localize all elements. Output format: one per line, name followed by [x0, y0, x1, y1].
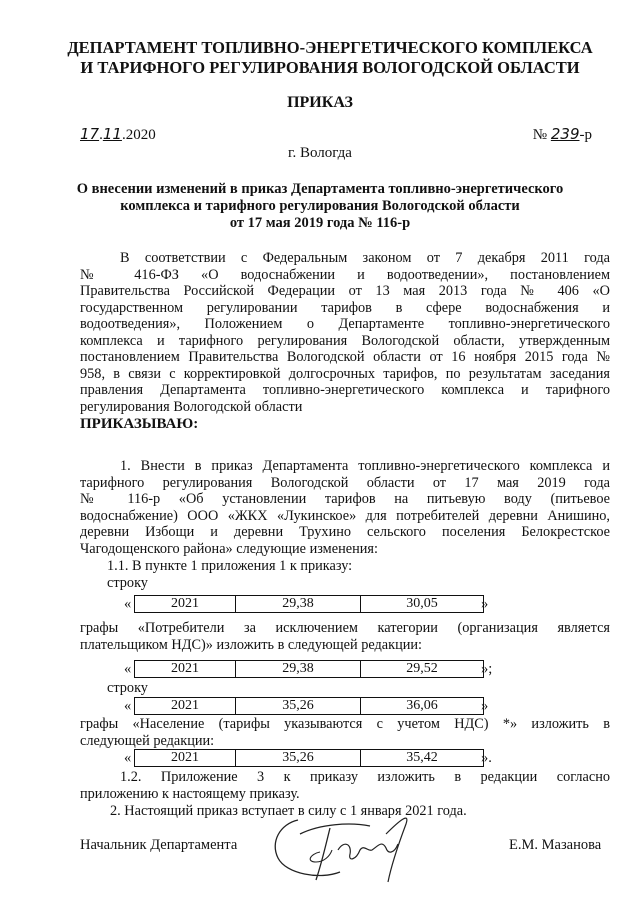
table-cell-value: 29,38 [236, 596, 361, 613]
department-line-2: И ТАРИФНОГО РЕГУЛИРОВАНИЯ ВОЛОГОДСКОЙ ОБЛАСТИ [80, 58, 580, 77]
preamble-paragraph [80, 250, 610, 415]
table-row [135, 750, 484, 767]
stroku-label: строку [107, 680, 148, 696]
close-quote: »; [481, 661, 493, 677]
table-cell-value: 30,05 [361, 596, 484, 613]
preamble-line: Правительства Российской Федерации от 13 мая 2013 года № 406 «О [80, 283, 610, 299]
item-1-paragraph [80, 458, 610, 557]
item-line: Чагодощенского района» следующие изменения: [80, 540, 378, 557]
order-date: 17.11.2020 [80, 125, 156, 143]
item-line: № 116-р «Об установлении тарифов на питьевую воду (питьевое [80, 491, 610, 507]
preamble-line: водоотведения», Положением о Департаменте топливно-энергетического [80, 316, 610, 332]
text-line: 1.2. Приложение 3 к приказу изложить в редакции согласно [120, 769, 610, 785]
open-quote: « [124, 698, 132, 714]
table-cell-year: 2021 [135, 698, 236, 715]
department-header [60, 38, 600, 78]
item-line: водоснабжение) ООО «ЖКХ «Лукинское» для потребителей деревни Анишино, [80, 507, 610, 524]
item-2: 2. Настоящий приказ вступает в силу с 1 января 2021 года. [110, 803, 467, 819]
text-line: плательщиком НДС)» изложить в следующей редакции: [80, 636, 423, 653]
subject-line: О внесении изменений в приказ Департамента топливно-энергетического [76, 181, 564, 197]
item-line: тарифного регулирования Вологодской области от 17 мая 2019 года [80, 474, 610, 491]
number-prefix: № [532, 127, 548, 143]
preamble-line: правления Департамента топливно-энергетического комплекса и тарифного [80, 382, 610, 398]
date-day: 17 [80, 125, 100, 143]
open-quote: « [124, 596, 132, 612]
tariff-row-table [134, 697, 484, 715]
table-cell-year: 2021 [135, 750, 236, 767]
table-cell-value: 29,52 [361, 661, 484, 678]
subject-line: комплекса и тарифного регулирования Вологодской области [120, 198, 520, 214]
tariff-row-table [134, 749, 484, 767]
document-type: ПРИКАЗ [287, 94, 353, 111]
open-quote: « [124, 750, 132, 766]
table-row [135, 661, 484, 678]
signatory-position: Начальник Департамента [80, 837, 238, 853]
table-cell-year: 2021 [135, 661, 236, 678]
signatory-name: Е.М. Мазанова [509, 837, 602, 853]
preamble-line: государственном регулировании тарифов в сфере водоснабжения и [80, 299, 610, 316]
sub-item-1-1: 1.1. В пункте 1 приложения 1 к приказу: [107, 558, 353, 574]
tariff-row-table [134, 595, 484, 613]
grafy-a-text [80, 620, 610, 653]
sub-item-1-2 [80, 769, 610, 802]
table-cell-year: 2021 [135, 596, 236, 613]
text-line: следующей редакции: [80, 732, 215, 749]
preamble-line: регулирования Вологодской области [80, 398, 303, 415]
tariff-row-table [134, 660, 484, 678]
open-quote: « [124, 661, 132, 677]
table-cell-value: 35,26 [236, 698, 361, 715]
preamble-line: 958, в связи с корректировкой долгосрочных тарифов, по результатам заседания [80, 365, 610, 382]
order-subject [70, 181, 570, 232]
grafy-b-text [80, 716, 610, 749]
preamble-line: № 416-ФЗ «О водоснабжении и водоотведении», постановлением [80, 266, 610, 283]
text-line: графы «Потребители за исключением категории (организация является [80, 620, 610, 636]
table-row [135, 596, 484, 613]
item-line: деревни Избощи и деревни Трухино сельского поселения Белокрестское [80, 524, 610, 540]
preamble-line: постановлением Правительства Вологодской области от 16 ноября 2015 года № [80, 349, 610, 365]
date-month: 11 [102, 125, 122, 143]
preamble-line: комплекса и тарифного регулирования Вологодской области, утвержденным [80, 332, 610, 349]
table-cell-value: 29,38 [236, 661, 361, 678]
table-cell-value: 35,26 [236, 750, 361, 767]
item-line: 1. Внести в приказ Департамента топливно-энергетического комплекса и [120, 458, 610, 474]
handwritten-signature-icon [260, 800, 430, 885]
close-quote: » [481, 596, 489, 612]
order-word: ПРИКАЗЫВАЮ: [80, 416, 199, 432]
subject-line: от 17 мая 2019 года № 116-р [229, 215, 411, 231]
order-number [533, 125, 592, 144]
close-quote: ». [481, 750, 492, 766]
text-line: графы «Население (тарифы указываются с учетом НДС) *» изложить в [80, 716, 610, 732]
stroku-label: строку [107, 575, 148, 591]
table-cell-value: 36,06 [361, 698, 484, 715]
date-year: .2020 [121, 127, 156, 143]
text-line: приложению к настоящему приказу. [80, 785, 300, 802]
table-row [135, 698, 484, 715]
preamble-line: В соответствии с Федеральным законом от 7 декабря 2011 года [120, 250, 610, 266]
city: г. Вологда [288, 145, 352, 161]
number-value: 239 [550, 125, 580, 143]
close-quote: » [481, 698, 489, 714]
department-line-1: ДЕПАРТАМЕНТ ТОПЛИВНО-ЭНЕРГЕТИЧЕСКОГО КОМПЛЕКСА [67, 38, 593, 57]
number-suffix: -р [579, 127, 592, 143]
table-cell-value: 35,42 [361, 750, 484, 767]
